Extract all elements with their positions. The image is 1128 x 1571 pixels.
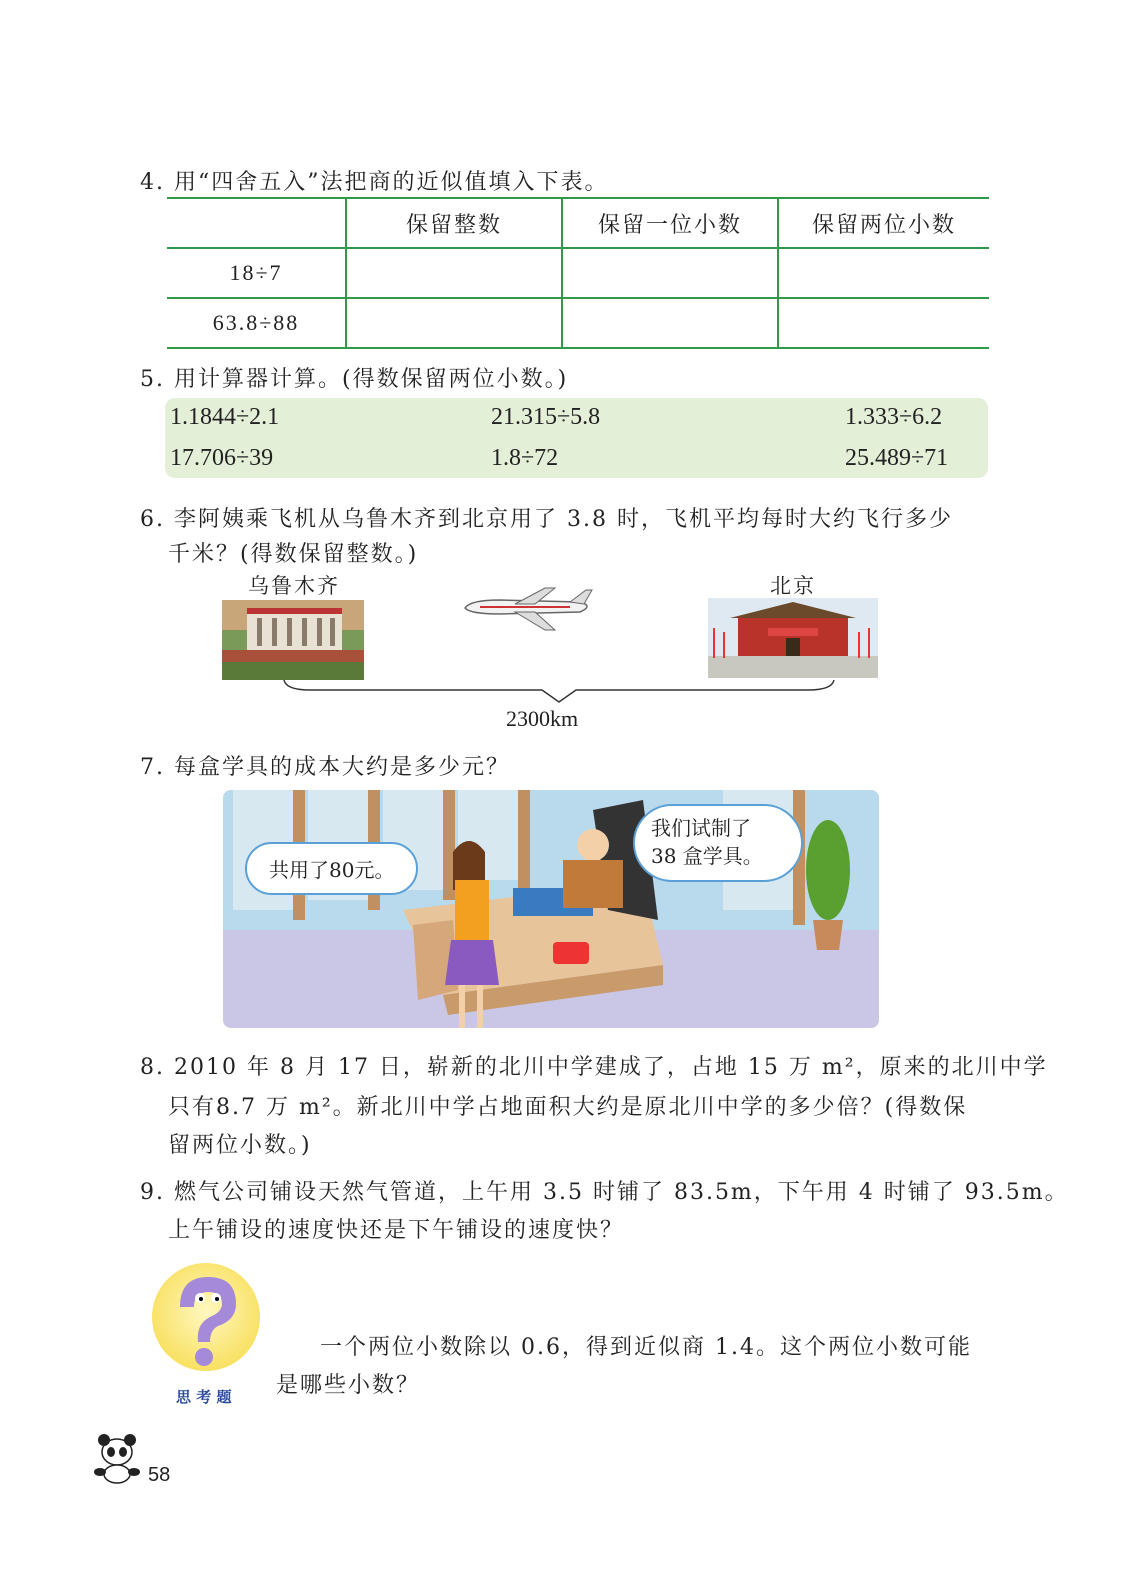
answer-cell[interactable] — [562, 298, 778, 348]
answer-cell[interactable] — [778, 248, 989, 298]
q9-line1: 9. 燃气公司铺设天然气管道，上午用 3.5 时铺了 83.5m，下午用 4 时铺了 93.5m。 — [140, 1180, 1069, 1205]
think-badge: 思 考 题 — [176, 1388, 232, 1406]
think-line1: 一个两位小数除以 0.6，得到近似商 1.4。这个两位小数可能 — [320, 1335, 972, 1360]
airplane-icon — [460, 586, 596, 632]
rounding-table — [167, 197, 989, 349]
question-mark-icon — [150, 1262, 262, 1380]
urumqi-photo — [222, 600, 364, 680]
row-label: 18÷7 — [167, 248, 346, 298]
table-header-row — [167, 198, 989, 248]
city-from-label: 乌鲁木齐 — [248, 574, 340, 598]
calc-item: 1.1844÷2.1 — [170, 404, 280, 430]
calc-item: 1.8÷72 — [491, 445, 559, 471]
speech-text-right-line2: 38 盒学具。 — [651, 844, 763, 868]
city-to-label: 北京 — [770, 574, 816, 598]
speech-text-right-line1: 我们试制了 — [651, 816, 751, 840]
speech-text-left: 共用了80元。 — [269, 858, 395, 882]
answer-cell[interactable] — [778, 298, 989, 348]
q8-line1: 8. 2010 年 8 月 17 日，崭新的北川中学建成了，占地 15 万 m²，原来的北川中学 — [140, 1055, 1048, 1080]
page-number: 58 — [148, 1464, 171, 1486]
q8-line2: 只有8.7 万 m²。新北川中学占地面积大约是原北川中学的多少倍？(得数保 — [168, 1095, 968, 1120]
table-header-cell: 保留两位小数 — [778, 198, 989, 248]
table-row — [167, 298, 989, 348]
q9-line2: 上午铺设的速度快还是下午铺设的速度快？ — [168, 1218, 625, 1243]
speech-bubble-left — [245, 842, 418, 895]
q5-prompt: 5. 用计算器计算。(得数保留两位小数。) — [140, 367, 569, 392]
answer-cell[interactable] — [346, 298, 562, 348]
answer-cell[interactable] — [562, 248, 778, 298]
table-header-cell: 保留整数 — [346, 198, 562, 248]
calc-item: 17.706÷39 — [170, 445, 274, 471]
calc-item: 25.489÷71 — [845, 445, 949, 471]
distance-label: 2300km — [506, 706, 579, 731]
q4-prompt: 4. 用“四舍五入”法把商的近似值填入下表。 — [140, 170, 609, 195]
q6-prompt-line1: 6. 李阿姨乘飞机从乌鲁木齐到北京用了 3.8 时，飞机平均每时大约飞行多少 — [140, 507, 953, 532]
table-header-cell — [167, 198, 346, 248]
calc-item: 21.315÷5.8 — [491, 404, 601, 430]
q8-line3: 留两位小数。) — [168, 1133, 312, 1158]
table-row — [167, 248, 989, 298]
beijing-photo — [708, 598, 878, 678]
distance-brace — [280, 678, 838, 706]
speech-bubble-right — [633, 804, 803, 882]
panda-icon — [92, 1432, 142, 1484]
calc-item: 1.333÷6.2 — [845, 404, 943, 430]
think-line2: 是哪些小数？ — [276, 1373, 421, 1398]
q6-prompt-line2: 千米？(得数保留整数。) — [168, 542, 419, 567]
answer-cell[interactable] — [346, 248, 562, 298]
table-header-cell: 保留一位小数 — [562, 198, 778, 248]
row-label: 63.8÷88 — [167, 298, 346, 348]
q7-prompt: 7. 每盒学具的成本大约是多少元？ — [140, 755, 510, 780]
